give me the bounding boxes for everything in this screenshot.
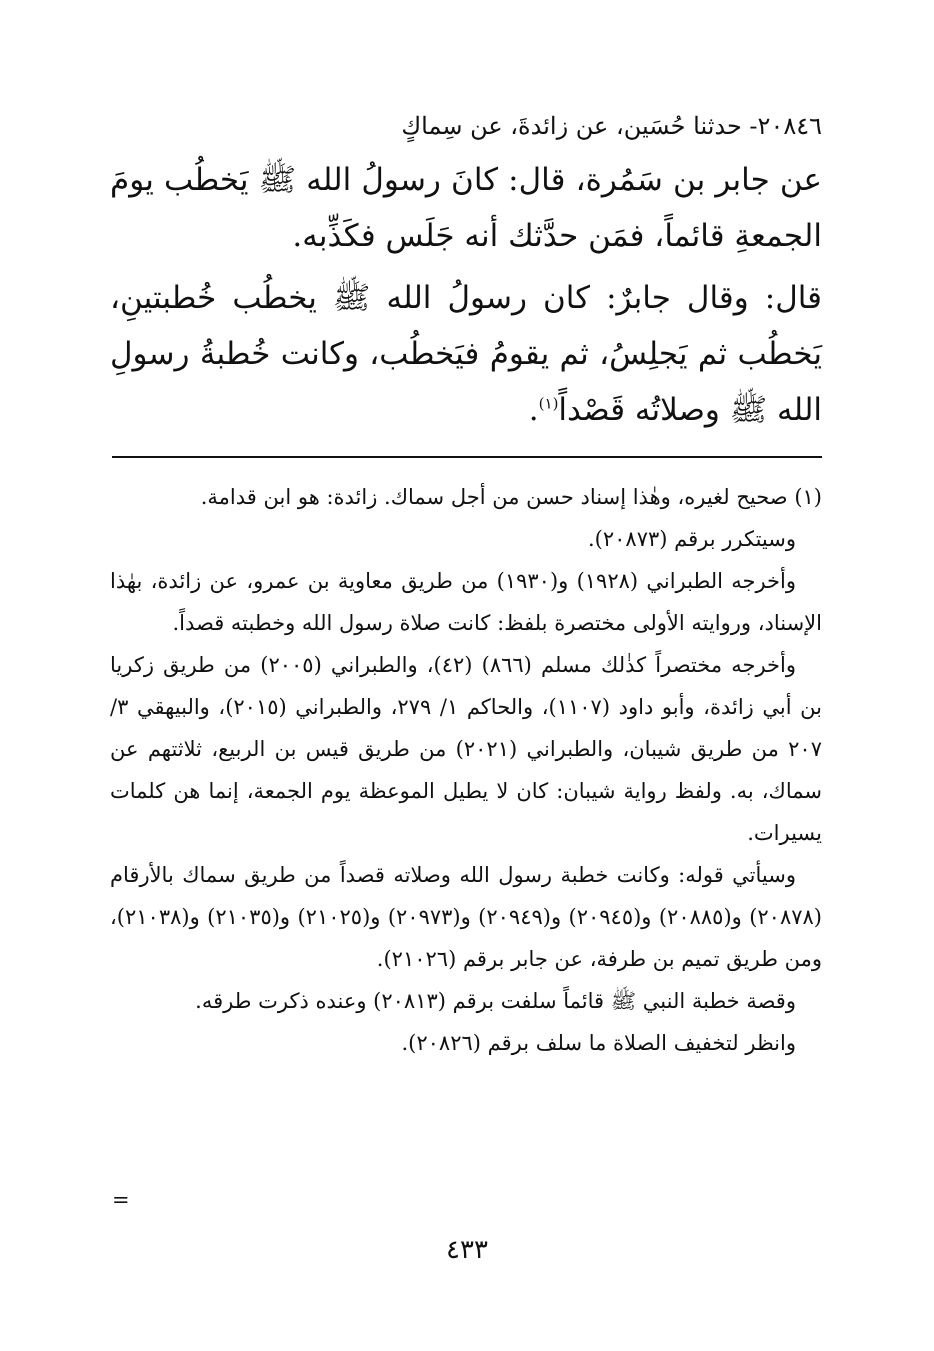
- footnote-separator: [112, 456, 822, 458]
- hadith-paragraph-2-end: .: [528, 392, 539, 428]
- footnote-line: وسيأتي قوله: وكانت خطبة رسول الله وصلاته قصداً من طريق سماك بالأرقام (٢٠٨٧٨) و(٢٠٨٨٥) و(٢٠٩٤٥) و(٢٠٩٤٩) و(٢٠٩٧٣) و(٢١٠٢٥) و(٢١٠٣٥) و(٢١٠٣٨)، ومن طريق تميم بن طرفة، عن جابر برقم (٢١٠٢٦).: [110, 863, 822, 971]
- page-number: ٤٣٣: [446, 1235, 488, 1265]
- footnotes-section: [110, 476, 822, 1064]
- footnote-line: وأخرجه الطبراني (١٩٢٨) و(١٩٣٠) من طريق معاوية بن عمرو، عن زائدة، بهٰذا الإسناد، وروايته الأولى مختصرة بلفظ: كانت صلاة رسول الله وخطبته قصداً.: [110, 569, 822, 635]
- hadith-paragraph-2: [110, 270, 822, 438]
- hadith-body: [110, 100, 822, 438]
- hadith-header: ٢٠٨٤٦- حدثنا حُسَين، عن زائدةَ، عن سِماكٍ: [401, 112, 822, 140]
- footnote-1: (١) صحيح لغيره، وهٰذا إسناد حسن من أجل سماك. زائدة: هو ابن قدامة.: [200, 485, 822, 509]
- footnote-line: وانظر لتخفيف الصلاة ما سلف برقم (٢٠٨٢٦).: [401, 1031, 796, 1055]
- footnote-line: وقصة خطبة النبي ﷺ قائماً سلفت برقم (٢٠٨١٣) وعنده ذكرت طرقه.: [195, 989, 796, 1013]
- hadith-paragraph-1: عن جابر بن سَمُرة، قال: كانَ رسولُ الله ﷺ يَخطُب يومَ الجمعةِ قائماً، فمَن حدَّثك أنه جَلَس فكَذِّبه.: [110, 162, 822, 254]
- hadith-paragraph-2-text: قال: وقال جابرٌ: كان رسولُ الله ﷺ يخطُب خُطبتينِ، يَخطُب ثم يَجلِسُ، ثم يقومُ فيَخطُب، وكانت خُطبةُ رسولِ الله ﷺ وصلاتُه قَصْداً: [110, 280, 822, 428]
- footnote-line: وسيتكرر برقم (٢٠٨٧٣).: [587, 527, 796, 551]
- continuation-mark: =: [112, 1188, 130, 1212]
- footnote-reference[interactable]: (١): [538, 394, 559, 413]
- footnote-line: وأخرجه مختصراً كذٰلك مسلم (٨٦٦) (٤٢)، والطبراني (٢٠٠٥) من طريق زكريا بن أبي زائدة، وأبو داود (١١٠٧)، والحاكم ١/ ٢٧٩، والطبراني (٢٠١٥)، والبيهقي ٣/ ٢٠٧ من طريق شيبان، والطبراني (٢٠٢١) من طريق قيس بن الربيع، ثلاثتهم عن سماك، به. ولفظ رواية شيبان: كان لا يطيل الموعظة يوم الجمعة، إنما هن كلمات يسيرات.: [110, 653, 823, 845]
